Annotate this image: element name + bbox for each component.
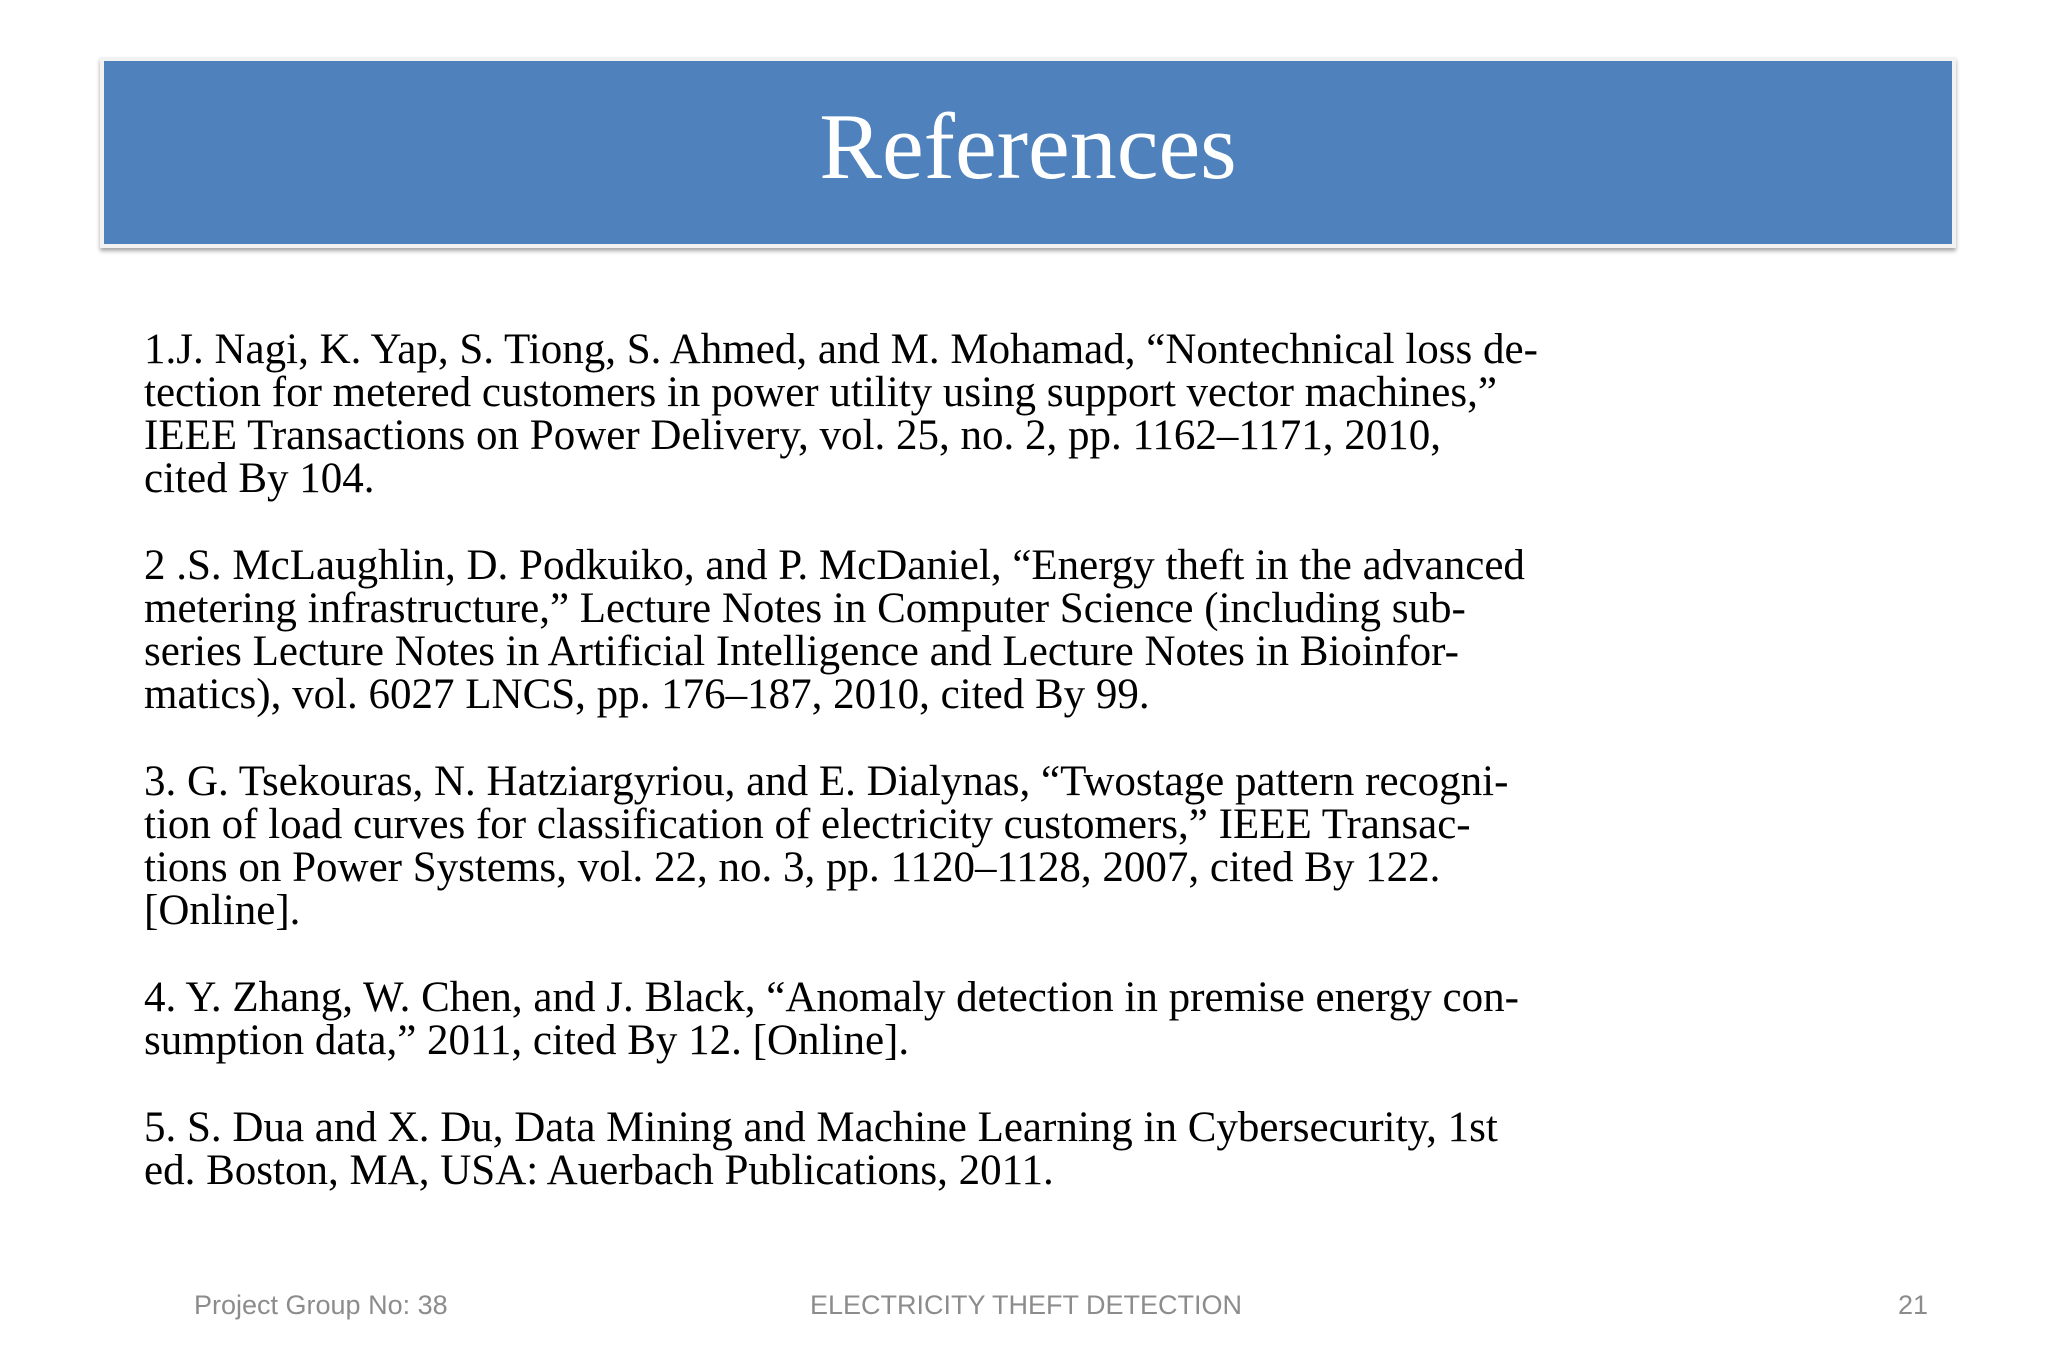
reference-line: sumption data,” 2011, cited By 12. [Online]. (144, 1017, 910, 1064)
reference-line: metering infrastructure,” Lecture Notes in Computer Science (including sub- (144, 585, 1466, 632)
reference-line: ed. Boston, MA, USA: Auerbach Publications, 2011. (144, 1147, 1054, 1194)
reference-item-5 (144, 1106, 1634, 1192)
footer-page-number: 21 (1898, 1290, 1929, 1320)
reference-item-1 (144, 328, 1634, 500)
reference-line: cited By 104. (144, 455, 375, 502)
reference-line: tions on Power Systems, vol. 22, no. 3, pp. 1120–1128, 2007, cited By 122. (144, 844, 1441, 891)
title-bar (100, 57, 1956, 248)
footer-project-title: ELECTRICITY THEFT DETECTION (810, 1290, 1243, 1320)
reference-line: tion of load curves for classification of electricity customers,” IEEE Transac- (144, 801, 1471, 848)
reference-line: 3. G. Tsekouras, N. Hatziargyriou, and E. Dialynas, “Twostage pattern recogni- (144, 758, 1509, 805)
reference-item-4 (144, 976, 1634, 1062)
reference-line: matics), vol. 6027 LNCS, pp. 176–187, 2010, cited By 99. (144, 671, 1150, 718)
reference-line: [Online]. (144, 887, 301, 934)
references-list (144, 328, 1634, 1236)
reference-item-2 (144, 544, 1634, 716)
reference-line: 5. S. Dua and X. Du, Data Mining and Machine Learning in Cybersecurity, 1st (144, 1104, 1498, 1151)
reference-line: IEEE Transactions on Power Delivery, vol. 25, no. 2, pp. 1162–1171, 2010, (144, 412, 1442, 459)
reference-line: 2 .S. McLaughlin, D. Podkuiko, and P. McDaniel, “Energy theft in the advanced (144, 542, 1525, 589)
reference-line: tection for metered customers in power utility using support vector machines,” (144, 369, 1497, 416)
reference-line: 4. Y. Zhang, W. Chen, and J. Black, “Anomaly detection in premise energy con- (144, 974, 1519, 1021)
slide-title: References (819, 94, 1237, 199)
reference-item-3 (144, 760, 1634, 932)
footer-group-number: Project Group No: 38 (194, 1290, 448, 1320)
reference-line: 1.J. Nagi, K. Yap, S. Tiong, S. Ahmed, and M. Mohamad, “Nontechnical loss de- (144, 326, 1538, 373)
reference-line: series Lecture Notes in Artificial Intelligence and Lecture Notes in Bioinfor- (144, 628, 1459, 675)
